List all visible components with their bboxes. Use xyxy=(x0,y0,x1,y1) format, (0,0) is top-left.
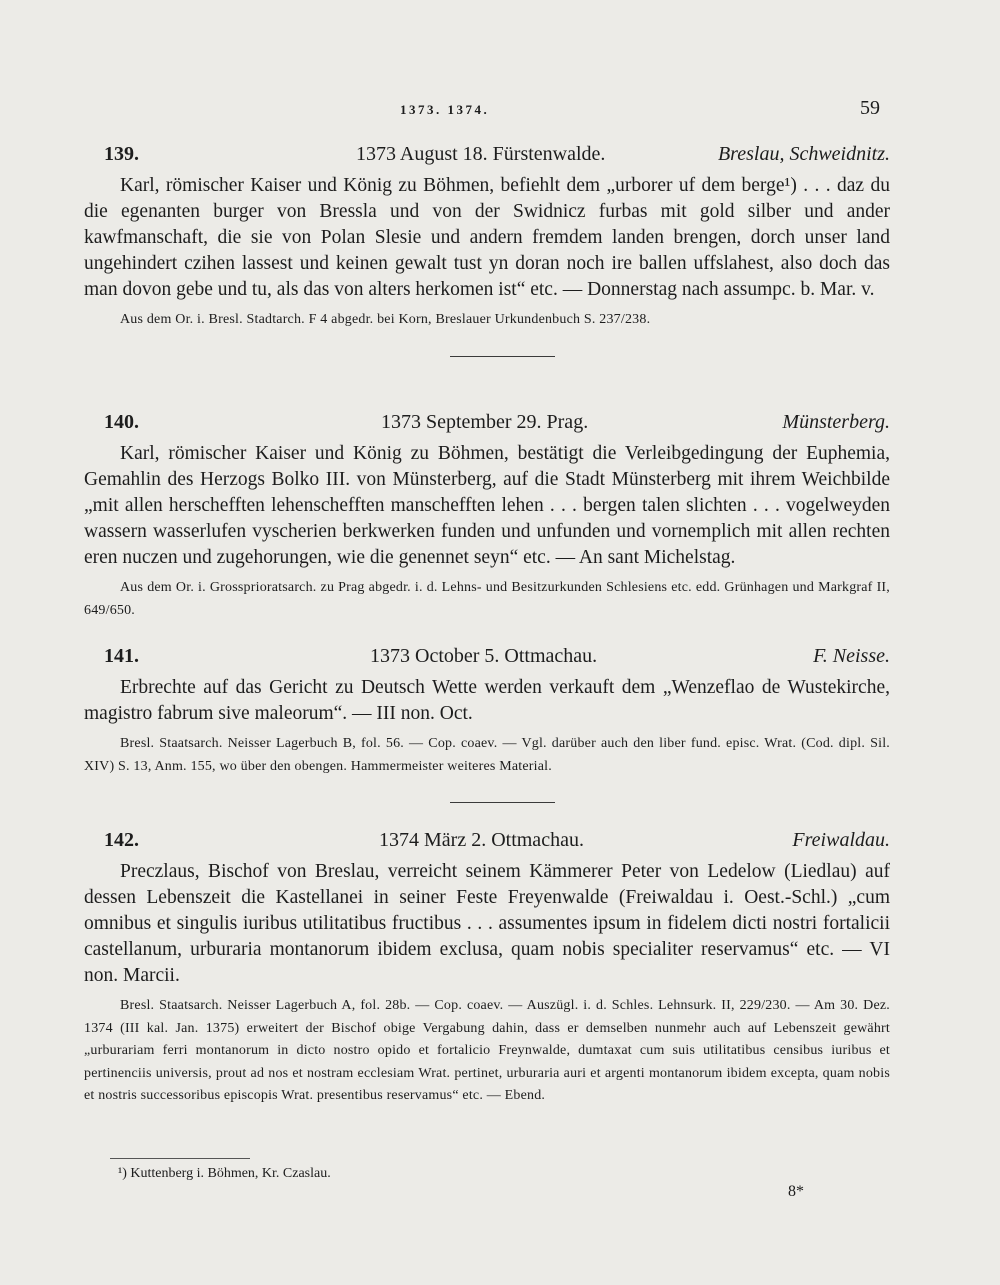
entry-number: 139. xyxy=(104,143,139,165)
entry-date: 1374 März 2. Ottmachau. xyxy=(379,829,584,851)
entry-body: Erbrechte auf das Gericht zu Deutsch Wette werden verkauft dem „Wenzeflao de Wustekirche, magistro fabrum sive maleorum“. — III non. Oct. xyxy=(84,677,890,724)
entry-source: Aus dem Or. i. Grossprioratsarch. zu Prag abgedr. i. d. Lehns- und Besitzurkunden Schlesiens etc. edd. Grünhagen und Markgraf II, 649/650. xyxy=(84,580,890,618)
entry-source: Bresl. Staatsarch. Neisser Lagerbuch B, fol. 56. — Cop. coaev. — Vgl. darüber auch den liber fund. episc. Wrat. (Cod. dipl. Sil. XIV) S. 13, Anm. 155, wo über den obengen. Hammermeister weiteres Material. xyxy=(84,736,890,774)
entry-139 xyxy=(84,143,890,332)
entry-body: Preczlaus, Bischof von Breslau, verreicht seinem Kämmerer Peter von Ledelow (Liedlau) auf dessen Lebenszeit die Kastellanei in seiner Feste Freyenwalde (Freiwaldau i. Oest.-Schl.) „cum omnibus et singulis iuribus utilitatibus fructibus . . . assumentes ipsum in fidelem dicti nostri fortalicii castellanum, urburaria montanorum ibidem exclusa, quam nobis specialiter reservamus“ etc. — VI non. Marcii. xyxy=(84,861,890,986)
entry-place: Münsterberg. xyxy=(782,411,890,433)
entry-date: 1373 August 18. Fürstenwalde. xyxy=(356,143,606,165)
footnote: ¹) Kuttenberg i. Böhmen, Kr. Czaslau. xyxy=(118,1166,331,1181)
entry-body: Karl, römischer Kaiser und König zu Böhmen, befiehlt dem „urborer uf dem berge¹) . . . daz du die egenanten burger von Bressla und von der Swidnicz furbas mit gold silber und ander kawfmanschaft, die sie von Polan Slesie und andern fremdem landen brengen, dorch unser land ungehindert czihen lassest und keinen gewalt tust yn doran noch ire ballen uffslahest, also doch das man dovon gebe und tu, als das von alters herkomen ist“ etc. — Donnerstag nach assumpc. b. Mar. v. xyxy=(84,175,890,300)
section-divider xyxy=(450,802,555,803)
entry-date: 1373 October 5. Ottmachau. xyxy=(370,645,598,667)
entry-place: Breslau, Schweidnitz. xyxy=(717,143,890,165)
entry-140 xyxy=(84,411,890,622)
entry-date: 1373 September 29. Prag. xyxy=(381,411,589,433)
entry-number: 141. xyxy=(104,645,139,667)
section-divider xyxy=(450,356,555,357)
signature-mark: 8* xyxy=(788,1183,804,1200)
entry-heading xyxy=(84,411,890,441)
footnote-rule xyxy=(110,1158,250,1159)
entry-heading xyxy=(84,829,890,859)
entry-heading xyxy=(84,143,890,173)
entry-place: F. Neisse. xyxy=(813,645,890,667)
entry-source: Bresl. Staatsarch. Neisser Lagerbuch A, fol. 28b. — Cop. coaev. — Auszügl. i. d. Schles. Lehnsurk. II, 229/230. — Am 30. Dez. 1374 (III kal. Jan. 1375) erweitert der Bischof obige Vergabung dahin, dass er demselben nunmehr auch auf Lebenszeit gewährt „urburariam ferri montanorum in dicto nostro opido et fortalicio Freynwalde, dumtaxat cum suis utilitatibus censibus iuribus et pertinenciis universis, prout ad nos et nostram ecclesiam Wrat. pertinet, urburaria auri et argenti montanorum ibidem excepta, quam nobis et nostris successoribus episcopis Wrat. presentibus reservamus“ etc. — Ebend. xyxy=(84,998,890,1103)
entry-heading xyxy=(84,645,890,675)
entry-142 xyxy=(84,829,890,1108)
entry-number: 140. xyxy=(104,411,139,433)
entry-place: Freiwaldau. xyxy=(792,829,890,851)
entry-body: Karl, römischer Kaiser und König zu Böhmen, bestätigt die Verleibgedingung der Euphemia, Gemahlin des Herzogs Bolko III. von Münsterberg, auf die Stadt Münsterberg mit ihrem Weichbilde „mit allen herschefften lehenschefften manschefften lehen . . . bergen talen slichten . . . vogelweyden wassern wasserlufen vyscherien berkwerken funden und unfunden und vornemplich mit allen rechten eren nuczen und zugehorungen, wie die genennet seyn“ etc. — An sant Michelstag. xyxy=(84,443,890,568)
running-head: 1373. 1374. xyxy=(400,102,490,117)
entry-number: 142. xyxy=(104,829,139,851)
page-number: 59 xyxy=(860,97,880,119)
page-header xyxy=(0,97,1000,124)
entry-source: Aus dem Or. i. Bresl. Stadtarch. F 4 abgedr. bei Korn, Breslauer Urkundenbuch S. 237/238. xyxy=(120,312,651,327)
entry-141 xyxy=(84,645,890,778)
